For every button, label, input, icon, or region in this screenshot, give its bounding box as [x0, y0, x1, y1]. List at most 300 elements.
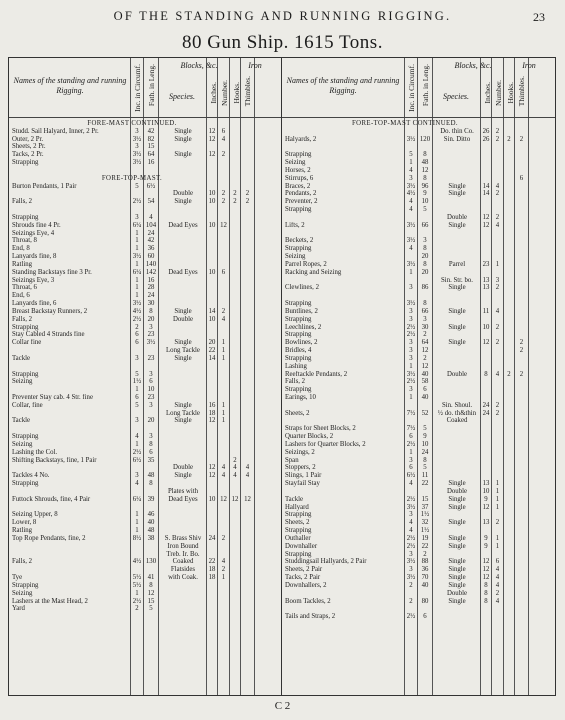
fath-cell: 42: [147, 237, 155, 245]
table-row: [282, 551, 555, 559]
number-cell: 2: [221, 566, 226, 574]
table-row: [282, 175, 555, 183]
fath-cell: 8: [149, 480, 153, 488]
name-cell: Strapping: [285, 315, 312, 323]
fath-cell: 66: [421, 221, 429, 229]
inc-cell: 3½: [406, 182, 416, 190]
table-row: [282, 410, 555, 418]
table-row: [282, 496, 555, 504]
fath-cell: 58: [421, 378, 429, 386]
inc-cell: 3: [409, 339, 413, 347]
inc-cell: 6½: [132, 456, 142, 464]
name-cell: Bowlines, 2: [285, 339, 318, 347]
inc-cell: 1: [135, 511, 139, 519]
inches-cell: 11: [482, 307, 490, 315]
inc-cell: 2: [135, 605, 139, 613]
thimbles-cell: 6: [519, 174, 524, 182]
name-cell: Pendants, 2: [285, 190, 317, 198]
fath-cell: 2: [423, 550, 427, 558]
inches-cell: 9: [484, 534, 488, 542]
thimbles-cell: 2: [519, 347, 524, 355]
table-row: [282, 261, 555, 269]
name-cell: Tackle: [12, 417, 31, 425]
name-cell: Strapping: [12, 370, 39, 378]
name-cell: Strapping: [12, 159, 39, 167]
table-row: [9, 472, 281, 480]
name-cell: Studd. Sail Halyard, Inner, 2 Pr.: [12, 127, 99, 135]
table-row: [282, 159, 555, 167]
species-cell: Single: [174, 127, 192, 135]
name-cell: Strapping: [285, 245, 312, 253]
name-cell: Beckets, 2: [285, 237, 314, 245]
table-row: [9, 551, 281, 559]
inches-cell: 18: [208, 574, 216, 582]
fath-cell: 2: [423, 331, 427, 339]
inc-cell: 1: [135, 386, 139, 394]
inc-cell: 5½: [132, 581, 142, 589]
inc-cell: 3: [409, 456, 413, 464]
species-cell: Double: [446, 589, 467, 597]
species-cell: Single: [174, 401, 192, 409]
inches-cell: 13: [482, 284, 490, 292]
table-row: [282, 206, 555, 214]
fath-cell: 8: [423, 174, 427, 182]
name-cell: Tackles 4 No.: [12, 472, 50, 480]
inc-cell: 1: [409, 159, 413, 167]
species-cell: Single: [448, 221, 466, 229]
fath-cell: 16: [147, 159, 155, 167]
table-row: [282, 300, 555, 308]
inc-cell: 2½: [132, 198, 142, 206]
hooks-cell: 4: [233, 472, 237, 480]
fath-cell: 15: [147, 597, 155, 605]
table-row: [9, 417, 281, 425]
inches-cell: 14: [208, 307, 216, 315]
fath-cell: 3: [423, 315, 427, 323]
inc-cell: 3: [135, 213, 139, 221]
inc-cell: 2½: [406, 378, 416, 386]
species-cell: Single: [174, 339, 192, 347]
species-cell: Single: [448, 323, 466, 331]
name-cell: Ratling: [12, 527, 33, 535]
fath-cell: 5: [423, 206, 427, 214]
species-cell: Single: [448, 480, 466, 488]
inc-cell: 2½: [132, 315, 142, 323]
fath-cell: 86: [421, 284, 429, 292]
inches-cell: 10: [208, 315, 216, 323]
name-cell: Boom Tackles, 2: [285, 597, 331, 605]
fath-cell: 6: [423, 613, 427, 621]
header-rule: [282, 117, 555, 118]
inches-cell: 10: [208, 495, 216, 503]
name-cell: Yard: [12, 605, 25, 613]
page-number: 23: [533, 10, 545, 24]
hooks-cell: 4: [233, 464, 237, 472]
table-row: [9, 355, 281, 363]
table-row: [9, 175, 281, 183]
table-row: [9, 120, 281, 128]
species-cell: Double: [172, 315, 193, 323]
table-row: [282, 566, 555, 574]
table-row: [9, 535, 281, 543]
name-cell: Quarter Blocks, 2: [285, 433, 334, 441]
iron-group-header: Iron: [522, 61, 536, 70]
table-row: [282, 590, 555, 598]
species-cell: Single: [174, 307, 192, 315]
inc-cell: 1: [409, 362, 413, 370]
inches-cell: 8: [484, 370, 488, 378]
table-row: [282, 230, 555, 238]
inc-cell: 1: [409, 268, 413, 276]
inc-cell: 1½: [132, 378, 142, 386]
species-cell: Sin. Shoul.: [441, 401, 473, 409]
fath-cell: 24: [421, 448, 429, 456]
blocks-group-header: Blocks, &c.: [454, 61, 492, 70]
inc-cell: 2½: [406, 495, 416, 503]
fath-cell: 23: [147, 393, 155, 401]
fath-cell: 3: [149, 370, 153, 378]
name-cell: Strapping: [285, 354, 312, 362]
thimbles-cell: 2: [245, 198, 250, 206]
table-row: [9, 253, 281, 261]
fath-cell: 2: [423, 354, 427, 362]
name-cell: Bridles, 4: [285, 347, 312, 355]
fath-cell: 20: [147, 417, 155, 425]
name-cell: Outhaller: [285, 534, 311, 542]
table-row: [9, 214, 281, 222]
name-cell: Leechlines, 2: [285, 323, 322, 331]
name-cell: Collar, fine: [12, 401, 43, 409]
name-cell: Sheets, 2 Pair: [285, 566, 323, 574]
table-row: [9, 480, 281, 488]
inc-cell: 3½: [406, 135, 416, 143]
name-cell: Shrouds fine 4 Pr.: [12, 221, 61, 229]
table-row: [9, 339, 281, 347]
name-cell: Horses, 2: [285, 166, 311, 174]
inc-cell: 4: [409, 198, 413, 206]
name-cell: Falls, 2: [12, 558, 33, 566]
table-row: [9, 300, 281, 308]
fath-cell: 24: [147, 229, 155, 237]
number-cell: 4: [495, 182, 500, 190]
name-cell: Futtock Shrouds, fine, 4 Pair: [12, 495, 91, 503]
fath-cell: 9: [423, 433, 427, 441]
name-cell: Strapping: [285, 527, 312, 535]
inc-cell: 3: [135, 143, 139, 151]
name-cell: Straps for Sheet Blocks, 2: [285, 425, 356, 433]
number-cell: 2: [495, 589, 500, 597]
name-cell: Racking and Seizing: [285, 268, 342, 276]
inc-cell: 1: [135, 589, 139, 597]
number-cell: 2: [221, 307, 226, 315]
table-row: [282, 253, 555, 261]
name-cell: Lanyards fine, 8: [12, 253, 57, 261]
number-cell: 2: [221, 534, 226, 542]
fath-cell: 38: [147, 534, 155, 542]
inc-cell: 4: [409, 166, 413, 174]
inches-column-header: Inches.: [209, 82, 218, 104]
name-cell: Lashing the Col.: [12, 448, 58, 456]
inches-cell: 22: [208, 347, 216, 355]
inches-cell: 8: [484, 581, 488, 589]
inc-cell: 5: [409, 151, 413, 159]
fath-cell: 96: [421, 182, 429, 190]
name-cell: Top Rope Pendants, fine, 2: [12, 534, 86, 542]
table-row: [9, 574, 281, 582]
number-cell: 1: [495, 534, 500, 542]
species-cell: Single: [174, 198, 192, 206]
inc-cell: 2½: [406, 323, 416, 331]
inc-cell: 8½: [132, 534, 142, 542]
name-cell: FORE-TOP-MAST CONTINUED.: [351, 120, 459, 127]
number-cell: 1: [221, 339, 226, 347]
inc-cell: 1: [135, 245, 139, 253]
name-cell: Clewlines, 2: [285, 284, 319, 292]
table-row: [282, 316, 555, 324]
names-column-header: Names of the standing and running Rigging.: [286, 76, 400, 95]
number-cell: 2: [495, 135, 500, 143]
name-cell: Burton Pendants, 1 Pair: [12, 182, 77, 190]
inc-cell: 3½: [132, 135, 142, 143]
name-cell: Strapping: [12, 581, 39, 589]
table-row: [9, 167, 281, 175]
inches-cell: 18: [208, 409, 216, 417]
inches-cell: 12: [482, 558, 490, 566]
fath-cell: 8: [423, 456, 427, 464]
name-cell: FORE-TOP-MAST.: [101, 174, 163, 182]
number-cell: 4: [495, 221, 500, 229]
inc-cell: 2½: [406, 542, 416, 550]
inc-cell: 4: [409, 519, 413, 527]
species-cell: Single: [448, 503, 466, 511]
name-cell: Tackle: [12, 354, 31, 362]
fath-cell: 6: [149, 378, 153, 386]
fath-cell: 140: [145, 260, 157, 268]
fath-cell: 48: [421, 159, 429, 167]
fath-cell: 12: [421, 347, 429, 355]
thimbles-column-header: Thimbles.: [517, 76, 526, 107]
fath-cell: 39: [147, 495, 155, 503]
number-cell: 6: [495, 558, 500, 566]
right-table-body: [282, 120, 555, 621]
table-row: [9, 308, 281, 316]
fath-cell: 15: [421, 495, 429, 503]
fath-cell: 6: [423, 386, 427, 394]
name-cell: Lashers for Quarter Blocks, 2: [285, 440, 366, 448]
number-cell: 12: [220, 221, 227, 229]
thimbles-cell: 12: [244, 495, 251, 503]
inc-cell: 2½: [406, 440, 416, 448]
name-cell: Seizings Eye, 4: [12, 229, 55, 237]
fath-cell: 15: [147, 143, 155, 151]
inc-cell: 3: [409, 307, 413, 315]
inc-cell: 3½: [132, 253, 142, 261]
inc-cell: 2: [409, 581, 413, 589]
fath-cell: 130: [145, 558, 157, 566]
inc-cell: 3½: [132, 159, 142, 167]
fath-cell: 3: [149, 433, 153, 441]
inc-cell: 2: [135, 323, 139, 331]
inc-cell: 3: [409, 386, 413, 394]
table-row: [9, 605, 281, 613]
name-cell: Shifting Backstays, fine, 1 Pair: [12, 456, 97, 464]
table-row: [9, 504, 281, 512]
species-cell: Plates with: [167, 487, 199, 495]
name-cell: Strapping: [285, 550, 312, 558]
inc-cell: 3½: [406, 370, 416, 378]
name-cell: Slings, 1 Pair: [285, 472, 322, 480]
table-row: [9, 527, 281, 535]
table-row: [282, 331, 555, 339]
inc-column-header: Inc. in Circumf.: [407, 64, 416, 112]
fath-cell: 41: [147, 574, 155, 582]
fath-cell: 8: [423, 260, 427, 268]
table-row: [282, 425, 555, 433]
species-cell: Single: [174, 354, 192, 362]
fath-cell: 16: [147, 276, 155, 284]
inches-cell: 10: [482, 323, 490, 331]
species-cell: Flatsides: [170, 566, 196, 574]
inc-cell: 3½: [406, 221, 416, 229]
fath-cell: 8: [149, 581, 153, 589]
table-row: [282, 472, 555, 480]
fath-cell: 40: [421, 581, 429, 589]
inc-cell: 1: [135, 440, 139, 448]
name-cell: Seizing: [12, 440, 33, 448]
table-row: [282, 277, 555, 285]
name-cell: Sheets, 2 Pr.: [12, 143, 46, 151]
table-row: [282, 464, 555, 472]
inches-cell: 8: [484, 597, 488, 605]
inches-cell: 12: [208, 417, 216, 425]
left-table-body: [9, 120, 281, 621]
name-cell: Strapping: [12, 323, 39, 331]
inches-cell: 14: [482, 190, 490, 198]
table-row: [9, 488, 281, 496]
thimbles-column-header: Thimbles.: [243, 76, 252, 107]
name-cell: Seizings, 2: [285, 448, 315, 456]
table-row: [9, 237, 281, 245]
name-cell: Tails and Straps, 2: [285, 613, 336, 621]
species-cell: Sin. Str. bo.: [441, 276, 473, 284]
fath-cell: 6: [149, 448, 153, 456]
inches-cell: 13: [482, 519, 490, 527]
page-subtitle: 80 Gun Ship. 1615 Tons.: [182, 32, 383, 53]
thimbles-cell: 2: [519, 135, 524, 143]
name-cell: Lashers at the Mast Head, 2: [12, 597, 88, 605]
inc-cell: 1: [135, 237, 139, 245]
name-cell: Tacks, 2 Pair: [285, 574, 321, 582]
number-cell: 1: [495, 503, 500, 511]
number-cell: 1: [221, 417, 226, 425]
table-row: [282, 449, 555, 457]
inc-cell: 1: [135, 292, 139, 300]
fath-cell: 46: [147, 511, 155, 519]
species-cell: Single: [448, 597, 466, 605]
name-cell: Strapping: [285, 386, 312, 394]
inc-cell: 2½: [132, 597, 142, 605]
thimbles-cell: 2: [519, 370, 524, 378]
table-row: [9, 425, 281, 433]
number-cell: 4: [495, 574, 500, 582]
species-cell: Single: [448, 558, 466, 566]
inches-cell: 13: [482, 276, 490, 284]
table-row: [282, 167, 555, 175]
name-cell: Strapping: [285, 511, 312, 519]
inc-cell: 3½: [406, 260, 416, 268]
number-cell: 1: [221, 354, 226, 362]
number-cell: 1: [221, 409, 226, 417]
species-cell: Single: [448, 190, 466, 198]
inc-cell: 2: [409, 597, 413, 605]
table-row: [9, 151, 281, 159]
inc-column-header: Inc. in Circumf.: [133, 64, 142, 112]
inches-cell: 9: [484, 542, 488, 550]
table-row: [9, 292, 281, 300]
fath-cell: 104: [145, 221, 157, 229]
inc-cell: 4½: [132, 558, 142, 566]
inches-cell: 14: [482, 182, 490, 190]
species-cell: Double: [446, 213, 467, 221]
table-row: [9, 190, 281, 198]
inches-cell: 10: [208, 198, 216, 206]
table-row: [282, 151, 555, 159]
inches-column-header: Inches.: [483, 82, 492, 104]
table-row: [282, 378, 555, 386]
table-row: [9, 222, 281, 230]
species-cell: Single: [448, 581, 466, 589]
species-cell: Dead Eyes: [168, 221, 198, 229]
inc-cell: 7½: [406, 425, 416, 433]
inc-cell: 6: [135, 339, 139, 347]
inc-cell: 6¼: [132, 221, 142, 229]
fath-cell: 80: [421, 597, 429, 605]
hooks-cell: 2: [233, 190, 237, 198]
inches-cell: 12: [482, 339, 490, 347]
species-cell: Dead Eyes: [168, 495, 198, 503]
number-cell: 2: [495, 190, 500, 198]
table-row: [9, 143, 281, 151]
species-cell: ½ do. th&thin: [437, 409, 477, 417]
table-row: [9, 245, 281, 253]
inc-cell: 3½: [406, 503, 416, 511]
fath-cell: 8: [423, 300, 427, 308]
species-cell: Single: [448, 519, 466, 527]
table-row: [9, 511, 281, 519]
inc-cell: 6: [135, 393, 139, 401]
number-cell: 4: [495, 597, 500, 605]
fath-column-header: Fath. in Leng.: [421, 64, 430, 107]
table-row: [9, 558, 281, 566]
table-row: [282, 308, 555, 316]
fath-cell: 82: [147, 135, 155, 143]
table-row: [282, 190, 555, 198]
number-column-header: Number.: [220, 80, 229, 107]
species-cell: Single: [448, 534, 466, 542]
inc-cell: 2½: [132, 448, 142, 456]
table-row: [282, 222, 555, 230]
table-row: [282, 558, 555, 566]
table-row: [9, 284, 281, 292]
species-cell: Double: [446, 487, 467, 495]
species-cell: Sin. Ditto: [443, 135, 471, 143]
fath-cell: 3: [149, 401, 153, 409]
hooks-cell: 2: [233, 456, 237, 464]
number-cell: 1: [221, 347, 226, 355]
name-cell: Sheets, 2: [285, 409, 310, 417]
inches-cell: 18: [208, 566, 216, 574]
iron-group-header: Iron: [248, 61, 262, 70]
